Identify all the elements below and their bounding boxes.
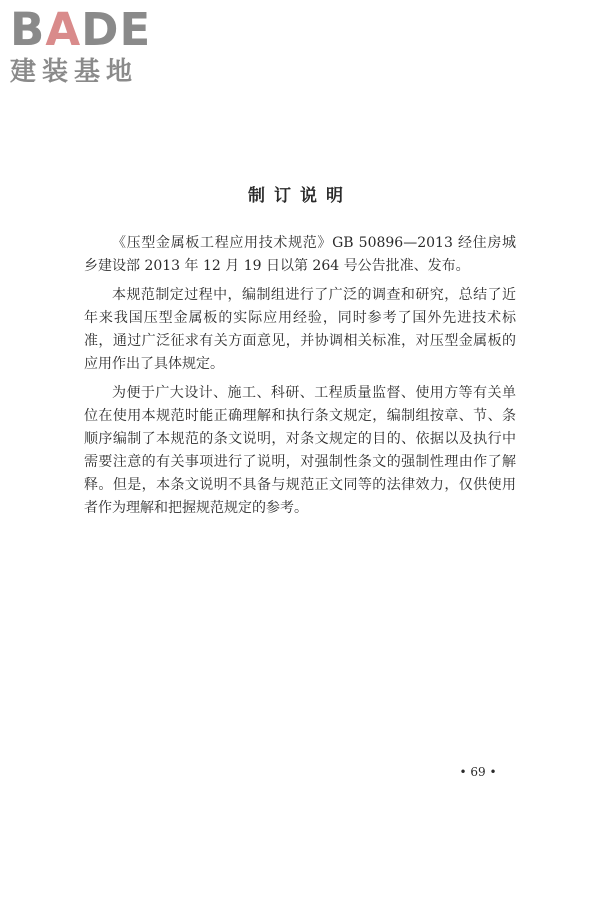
logo-letter-b: B	[10, 3, 46, 56]
page-title: 制订说明	[248, 186, 352, 206]
logo-wordmark	[10, 3, 152, 56]
paragraph-approval: 《压型金属板工程应用技术规范》GB 50896—2013 经住房城乡建设部 2013 年 12 月 19 日以第 264 号公告批准、发布。	[84, 235, 516, 274]
logo	[10, 3, 175, 90]
paragraph-purpose: 为便于广大设计、施工、科研、工程质量监督、使用方等有关单位在使用本规范时能正确理解和执行条文规定，编制组按章、节、条顺序编制了本规范的条文说明，对条文规定的目的、依据以及执行中需要注意的有关事项进行了说明，对强制性条文的强制性理由作了解释。但是，本条文说明不具备与规范正文同等的法律效力，仅供使用者作为理解和把握规范规定的参考。	[84, 385, 516, 516]
page-number: • 69 •	[459, 765, 497, 779]
paragraph-drafting: 本规范制定过程中，编制组进行了广泛的调查和研究，总结了近年来我国压型金属板的实际应用经验，同时参考了国外先进技术标准，通过广泛征求有关方面意见，并协调相关标准，对压型金属板的应用作出了具体规定。	[84, 287, 516, 372]
logo-letters-de: DE	[81, 3, 152, 56]
logo-subtitle: 建装基地	[10, 57, 139, 87]
logo-letter-a: A	[45, 3, 82, 56]
document-body	[84, 232, 516, 526]
